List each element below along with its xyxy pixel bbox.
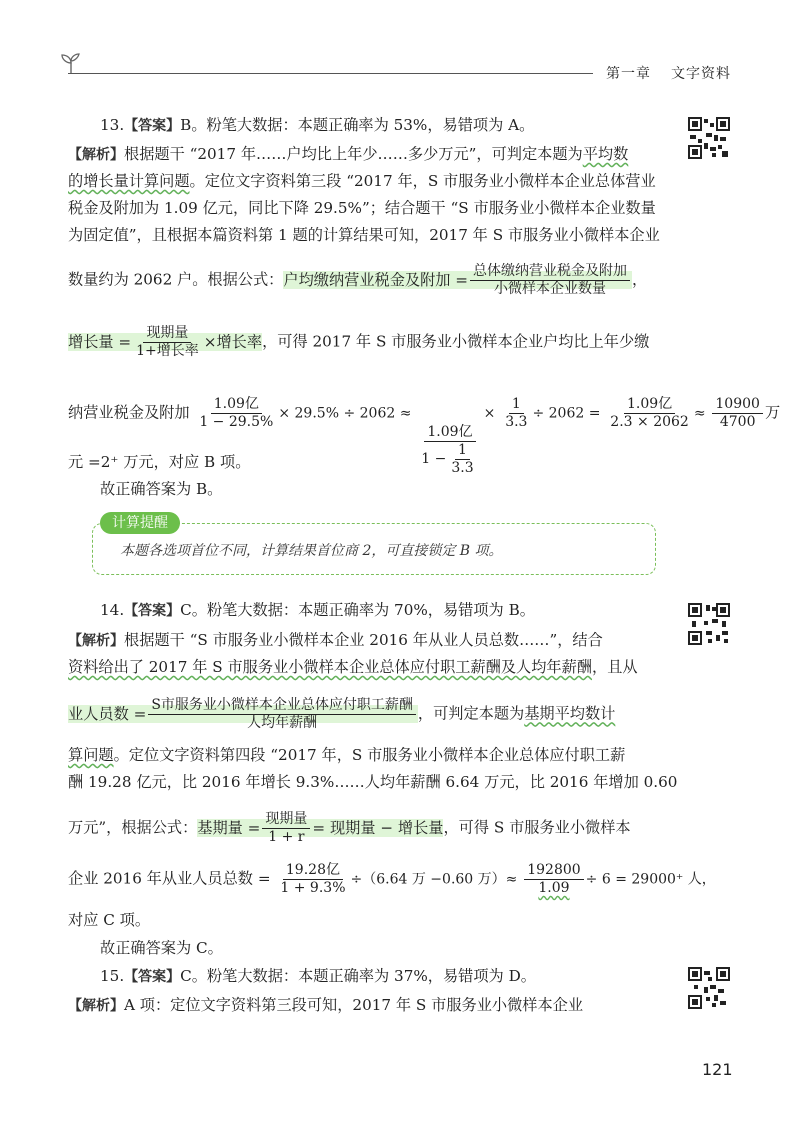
fraction: $\frac{\text{现期量}}{1 + r}$ bbox=[262, 811, 310, 846]
fraction: $\frac{\text{现期量}}{\text{1+增长率}}$ bbox=[136, 325, 199, 359]
analysis-tag: 【解析】 bbox=[68, 633, 124, 649]
page-number: 121 bbox=[702, 1060, 733, 1079]
q14-result-line: 对应 C 项。 bbox=[68, 911, 151, 929]
tip-label: 计算提醒 bbox=[100, 512, 180, 534]
formula-highlight: 业人员数 = $\frac{\text{S市服务业小微样本企业总体应付职工薪酬}}{\text{人均年薪酬}}$ bbox=[68, 705, 418, 723]
analysis-tag: 【解析】 bbox=[68, 998, 124, 1014]
q14-calculation-line: 企业 2016 年从业人员总数 = $\frac{\text{19.28亿}}{1 + 9.3\%}$ ÷（6.64 万 −0.60 万）≈ $\frac{192800}{1.09}$ ÷ 6 = 29000⁺ 人， bbox=[68, 862, 716, 896]
q13-conclusion: 故正确答案为 B。 bbox=[100, 480, 223, 498]
formula-highlight: 基期量 = $\frac{\text{现期量}}{1 + r}$ = 现期量 − 增长量 bbox=[197, 811, 444, 845]
fraction: 1.09亿 1 − $\frac{1}{3.3}$ bbox=[418, 424, 481, 477]
q14-analysis-line-2: 资料给出了 2017 年 S 市服务业小微样本企业总体应付职工薪酬及人均年薪酬，且从 bbox=[68, 658, 638, 676]
q13-analysis-line-1: 【解析】根据题干 “2017 年……户均比上年少……多少万元”，可判定本题为平均数 bbox=[68, 145, 629, 163]
fraction: $\frac{\text{S市服务业小微样本企业总体应付职工薪酬}}{\text{人均年薪酬}}$ bbox=[148, 697, 416, 732]
answer-tag: 【答案】 bbox=[124, 118, 181, 134]
q14-analysis-line-1: 【解析】根据题干 “S 市服务业小微样本企业 2016 年从业人员总数……”，结合 bbox=[68, 631, 603, 649]
q14-conclusion: 故正确答案为 C。 bbox=[100, 939, 223, 957]
q14-answer-line: 14.【答案】C。粉笔大数据：本题正确率为 70%，易错项为 B。 bbox=[100, 601, 535, 619]
q13-calculation-line: 纳营业税金及附加 $\frac{\text{1.09亿}}{1 - 29.5\%}$ × 29.5% ÷ 2062 ≈ 1.09亿 1 − $\frac{1}{3.3}$ × $\frac{1}{3.3}$ ÷ 2062 = $\frac{\text{1.09亿}}{2.3 \times 2062}$ ≈ $\frac{10900}{4700}$ 万 bbox=[68, 396, 781, 476]
answer-tag: 【答案】 bbox=[124, 969, 181, 985]
fraction: $\frac{1}{3.3}$ bbox=[505, 396, 528, 430]
fraction: $\frac{\text{1.09亿}}{1 - 29.5\%}$ bbox=[199, 396, 274, 430]
running-header bbox=[606, 63, 731, 83]
q13-growth-formula-line: 增长量 = $\frac{\text{现期量}}{\text{1+增长率}}$ ×增长率，可得 2017 年 S 市服务业小微样本企业户均比上年少缴 bbox=[68, 325, 650, 359]
formula-highlight: 增长量 = $\frac{\text{现期量}}{\text{1+增长率}}$ ×增长率 bbox=[68, 325, 263, 359]
header-divider bbox=[68, 73, 593, 74]
section-label: 文字资料 bbox=[671, 66, 731, 82]
fraction: $\frac{\text{1.09亿}}{2.3 \times 2062}$ bbox=[610, 396, 689, 430]
analysis-tag: 【解析】 bbox=[68, 147, 124, 163]
q13-formula-line: 数量约为 2062 户。根据公式：户均缴纳营业税金及附加 = $\frac{\text{总体缴纳营业税金及附加}}{\text{小微样本企业数量}}$ ， bbox=[68, 263, 648, 297]
q13-analysis-line-3: 税金及附加为 1.09 亿元，同比下降 29.5%”；结合题干 “S 市服务业小微样本企业数量 bbox=[68, 199, 656, 217]
q13-analysis-line-4: 为固定值”，且根据本篇资料第 1 题的计算结果可知，2017 年 S 市服务业小微样本企业 bbox=[68, 226, 660, 244]
fraction: $\frac{1}{3.3}$ bbox=[451, 441, 474, 476]
q15-answer-line: 15.【答案】C。粉笔大数据：本题正确率为 37%，易错项为 D。 bbox=[100, 967, 536, 985]
qr-code-icon[interactable] bbox=[688, 603, 730, 645]
fraction: $\frac{192800}{1.09}$ bbox=[524, 862, 583, 897]
q15-analysis-line-1: 【解析】A 项：定位文字资料第三段可知，2017 年 S 市服务业小微样本企业 bbox=[68, 996, 584, 1014]
q13-result-line: 元 =2⁺ 万元，对应 B 项。 bbox=[68, 453, 251, 471]
fraction: $\frac{10900}{4700}$ bbox=[712, 396, 763, 431]
q14-formula-line: 业人员数 = $\frac{\text{S市服务业小微样本企业总体应付职工薪酬}}{\text{人均年薪酬}}$ ，可判定本题为基期平均数计 bbox=[68, 697, 616, 731]
formula-highlight: 户均缴纳营业税金及附加 = $\frac{\text{总体缴纳营业税金及附加}}{\text{小微样本企业数量}}$ bbox=[283, 271, 632, 289]
tip-text: 本题各选项首位不同，计算结果首位商 2，可直接锁定 B 项。 bbox=[120, 543, 503, 559]
answer-tag: 【答案】 bbox=[124, 603, 181, 619]
q14-analysis-line-4: 算问题。定位文字资料第四段 “2017 年，S 市服务业小微样本企业总体应付职工薪 bbox=[68, 746, 626, 764]
qr-code-icon[interactable] bbox=[688, 117, 730, 159]
qr-code-icon[interactable] bbox=[688, 967, 730, 1009]
chapter-label: 第一章 bbox=[606, 66, 651, 82]
q14-base-formula-line: 万元”，根据公式：基期量 = $\frac{\text{现期量}}{1 + r}$ = 现期量 − 增长量，可得 S 市服务业小微样本 bbox=[68, 811, 631, 845]
fraction: $\frac{\text{19.28亿}}{1 + 9.3\%}$ bbox=[280, 862, 346, 896]
q14-analysis-line-5: 酬 19.28 亿元，比 2016 年增长 9.3%……人均年薪酬 6.64 万元，比 2016 年增加 0.60 bbox=[68, 773, 678, 791]
q13-answer-line: 13.【答案】B。粉笔大数据：本题正确率为 53%，易错项为 A。 bbox=[100, 116, 535, 134]
fraction: $\frac{\text{总体缴纳营业税金及附加}}{\text{小微样本企业数量}}$ bbox=[470, 263, 630, 298]
q13-analysis-line-2: 的增长量计算问题。定位文字资料第三段 “2017 年，S 市服务业小微样本企业总体营业 bbox=[68, 172, 656, 190]
